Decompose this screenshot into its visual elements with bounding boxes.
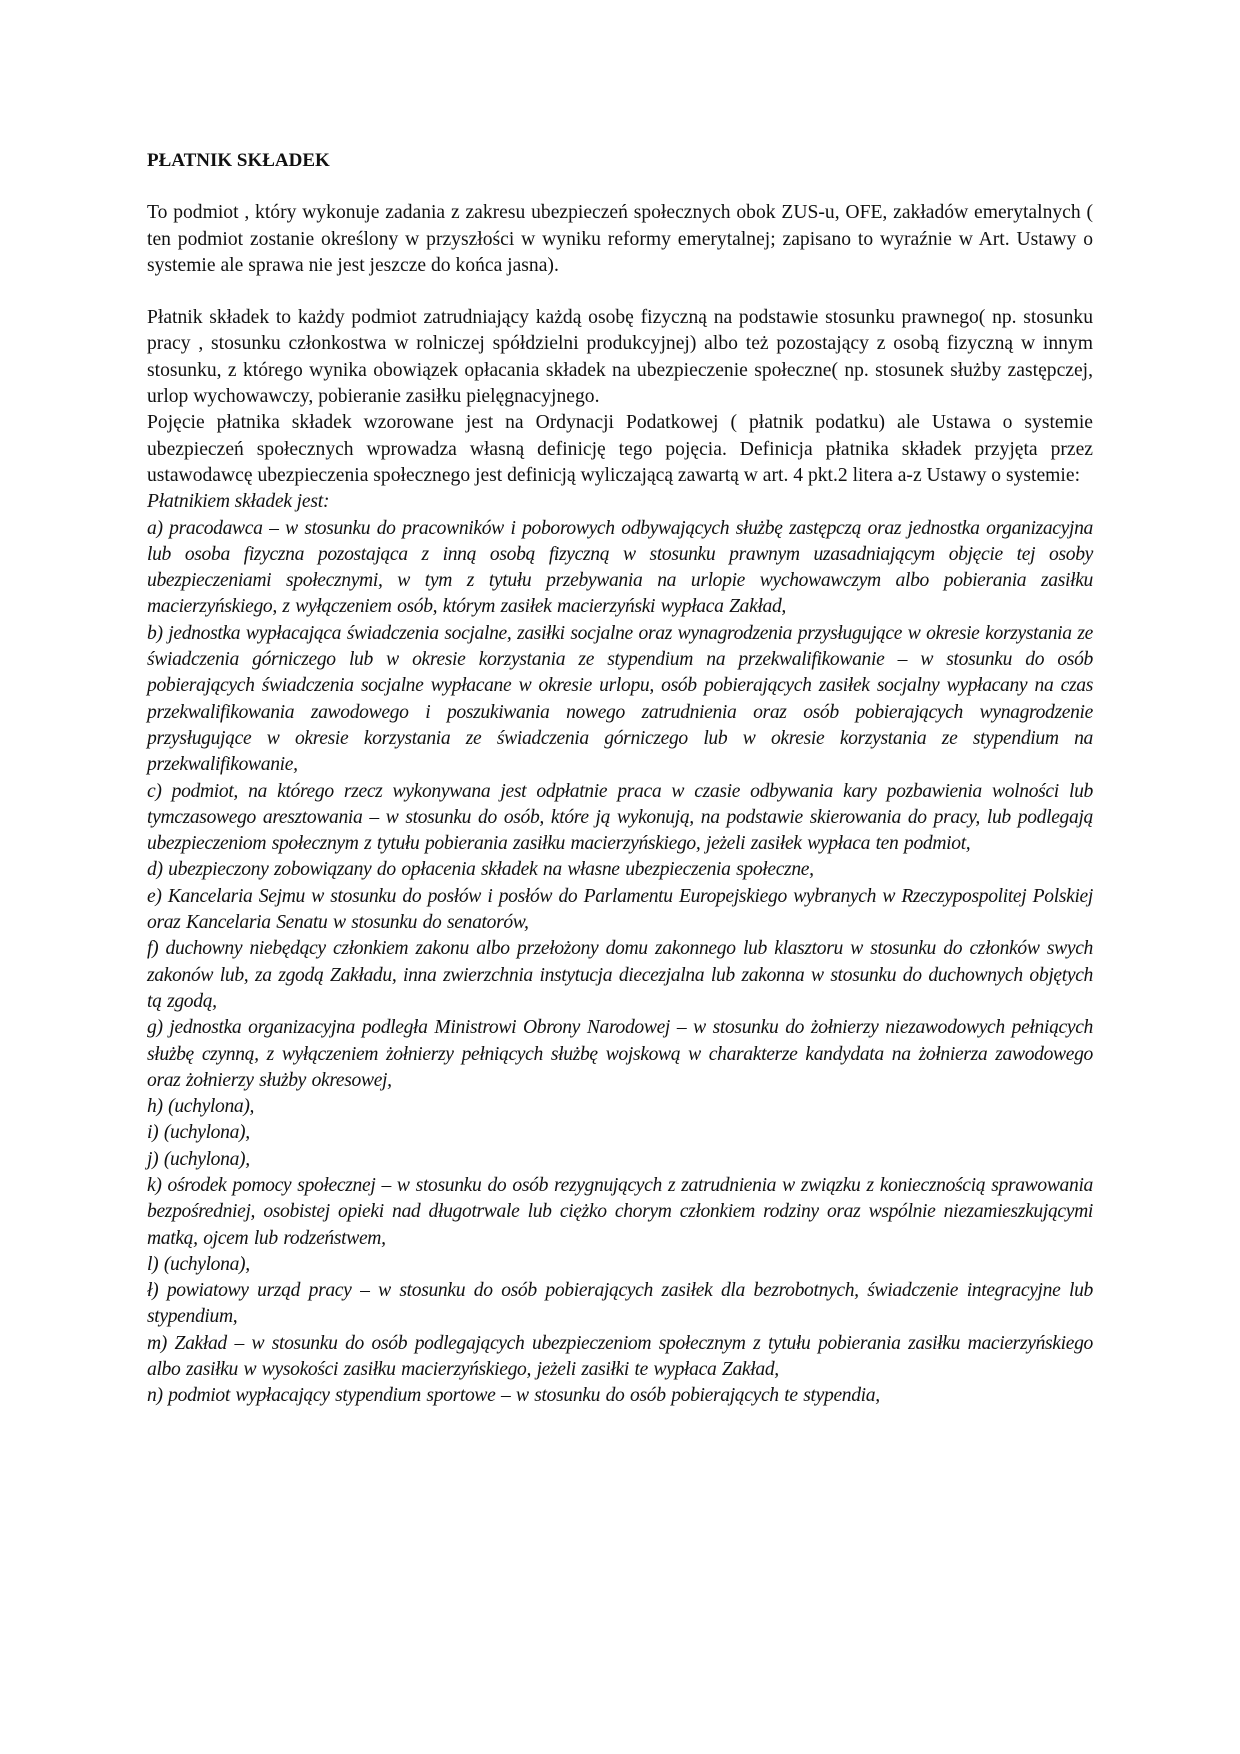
- list-item-d: d) ubezpieczony zobowiązany do opłacenia składek na własne ubezpieczenia społeczne,: [147, 859, 814, 881]
- list-item-h: h) (uchylona),: [147, 1096, 255, 1118]
- list-item-f: f) duchowny niebędący członkiem zakonu albo przełożony domu zakonnego lub klasztoru w stosunku do członków swych zakonów lub, za zgodą Zakładu, inna zwierzchnia instytucja diecezjalna lub zakonna w stosunku do duchownych objętych tą zgodą,: [147, 938, 1093, 1012]
- list-item-g: g) jednostka organizacyjna podległa Ministrowi Obrony Narodowej – w stosunku do żołnierzy niezawodowych pełniących służbę czynną, z wyłączeniem żołnierzy pełniących służbę wojskową w charakterze kandydata na żołnierza zawodowego oraz żołnierzy służby okresowej,: [147, 1017, 1093, 1091]
- list-item-l-stroke: ł) powiatowy urząd pracy – w stosunku do osób pobierających zasiłek dla bezrobotnych, świadczenie integracyjne lub stypendium,: [147, 1280, 1093, 1328]
- paragraph-payer-definition: Płatnik składek to każdy podmiot zatrudniający każdą osobę fizyczną na podstawie stosunku prawnego( np. stosunku pracy , stosunku członkostwa w rolniczej spółdzielni produkcyjnej) albo też pozostający z osobą fizyczną w innym stosunku, z którego wynika obowiązek opłacania składek na ubezpieczenie społeczne( np. stosunek służby zastępczej, urlop wychowawczy, pobieranie zasiłku pielęgnacyjnego.: [147, 307, 1093, 408]
- list-item-n: n) podmiot wypłacający stypendium sportowe – w stosunku do osób pobierających te stypendia,: [147, 1385, 880, 1407]
- list-item-i: i) (uchylona),: [147, 1122, 250, 1144]
- document-page: [147, 148, 1093, 1410]
- definition-heading: Płatnikiem składek jest:: [147, 491, 330, 513]
- document-title: PŁATNIK SKŁADEK: [147, 150, 330, 171]
- paragraph-intro: To podmiot , który wykonuje zadania z zakresu ubezpieczeń społecznych obok ZUS-u, OFE, zakładów emerytalnych ( ten podmiot zostanie określony w przyszłości w wyniku reformy emerytalnej; zapisano to wyraźnie w Art. Ustawy o systemie ale sprawa nie jest jeszcze do końca jasna).: [147, 202, 1093, 276]
- payer-list: [147, 516, 1093, 1410]
- list-item-a: a) pracodawca – w stosunku do pracowników i poborowych odbywających służbę zastępczą oraz jednostka organizacyjna lub osoba fizyczna pozostająca z inną osobą fizyczną w stosunku prawnym uzasadniającym objęcie tej osoby ubezpieczeniami społecznymi, w tym z tytułu przebywania na urlopie wychowawczym albo pobierania zasiłku macierzyńskiego, z wyłączeniem osób, którym zasiłek macierzyński wypłaca Zakład,: [147, 517, 1093, 618]
- list-item-j: j) (uchylona),: [147, 1148, 250, 1170]
- list-item-m: m) Zakład – w stosunku do osób podlegających ubezpieczeniom społecznym z tytułu pobierania zasiłku macierzyńskiego albo zasiłku w wysokości zasiłku macierzyńskiego, jeżeli zasiłki te wypłaca Zakład,: [147, 1332, 1093, 1381]
- list-item-e: e) Kancelaria Sejmu w stosunku do posłów i posłów do Parlamentu Europejskiego wybranych w Rzeczypospolitej Polskiej oraz Kancelaria Senatu w stosunku do senatorów,: [147, 885, 1093, 934]
- paragraph-concept: Pojęcie płatnika składek wzorowane jest na Ordynacji Podatkowej ( płatnik podatku) ale Ustawa o systemie ubezpieczeń społecznych wprowadza własną definicję tego pojęcia. Definicja płatnika składek przyjęta przez ustawodawcę ubezpieczenia społecznego jest definicją wyliczającą zawartą w art. 4 pkt.2 litera a-z Ustawy o systemie:: [147, 412, 1093, 486]
- list-item-k: k) ośrodek pomocy społecznej – w stosunku do osób rezygnujących z zatrudnienia w związku z koniecznością sprawowania bezpośredniej, osobistej opieki nad długotrwale lub ciężko chorym członkiem rodziny oraz wspólnie niezamieszkującymi matką, ojcem lub rodzeństwem,: [147, 1174, 1093, 1249]
- list-item-c: c) podmiot, na którego rzecz wykonywana jest odpłatnie praca w czasie odbywania kary pozbawienia wolności lub tymczasowego aresztowania – w stosunku do osób, które ją wykonują, na podstawie skierowania do pracy, lub podlegają ubezpieczeniom społecznym z tytułu pobierania zasiłku macierzyńskiego, jeżeli zasiłek wypłaca ten podmiot,: [147, 780, 1093, 855]
- paragraph-gap: [147, 279, 1093, 305]
- list-item-b: b) jednostka wypłacająca świadczenia socjalne, zasiłki socjalne oraz wynagrodzenia przysługujące w okresie korzystania ze świadczenia górniczego lub w okresie korzystania ze stypendium na przekwalifikowanie – w stosunku do osób pobierających świadczenia socjalne wypłacane w okresie urlopu, osób pobierających zasiłek socjalny wypłacany na czas przekwalifikowania zawodowego i poszukiwania nowego zatrudnienia oraz osób pobierających wynagrodzenie przysługujące w okresie korzystania ze świadczenia górniczego lub w okresie korzystania ze stypendium na przekwalifikowanie,: [147, 622, 1093, 776]
- list-item-l: l) (uchylona),: [147, 1253, 250, 1275]
